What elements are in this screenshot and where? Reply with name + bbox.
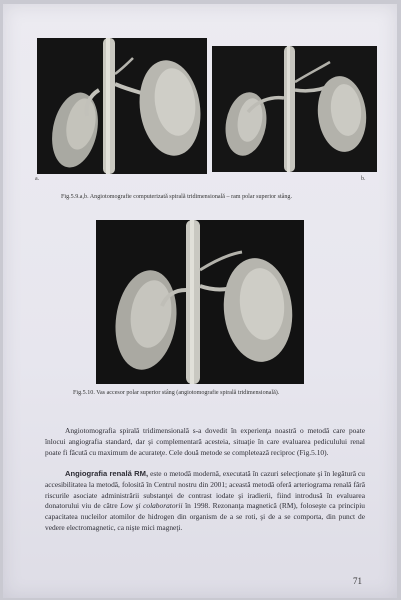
- kidney-angiogram-c: [96, 220, 304, 384]
- mr-angiography-text-a: este o metodă modernă, executată în cazuri selecţionate şi în legătură cu accesibilitatea la metodă, folosită în Centrul nostru din 2001; această metodă oferă arteriograma renală fără riscurile asociate administrării substanţei de contrast iodate şi iradierii, fiind introdusă în evaluarea donatorului viu de către: [45, 468, 365, 511]
- kidney-angiogram-a: [37, 38, 207, 174]
- paragraph-mr-angiography: [45, 469, 365, 534]
- page-number: 71: [353, 576, 362, 586]
- mr-angiography-text-b: în 1998. Rezonanţa magnetică (RM), foloseşte ca principiu capacitatea nucleilor atomilor de hidrogen din organism de a se roti, şi de a se comporta, din punct de vedere electromagnetic, ca nişte mici magneţi.: [45, 501, 365, 533]
- figure-5-10-caption: Fig.5.10. Vas accesor polar superior stâng (angiotomografie spirală tridimensională).: [73, 390, 280, 396]
- body-text: [45, 426, 365, 534]
- figure-5-9b-label: b.: [361, 176, 366, 182]
- figure-5-9a-image: [37, 38, 207, 174]
- kidney-angiogram-b: [212, 46, 377, 172]
- figure-5-10-image: [96, 220, 304, 384]
- mr-angiography-heading: Angiografia renală RM,: [65, 468, 149, 478]
- mr-angiography-citation: Low şi colaboratorii: [120, 501, 183, 511]
- book-page: [3, 4, 397, 598]
- figure-5-9-caption: Fig.5.9.a,b. Angiotomografie computerizată spirală tridimensională – ram polar superior stâng.: [61, 194, 292, 200]
- figure-5-9a-label: a.: [35, 176, 40, 182]
- figure-5-9b-image: [212, 46, 377, 172]
- paragraph-angiotomography: Angiotomografia spirală tridimensională s-a dovedit în experienţa noastră o metodă care poate înlocui angiografia standard, dar şi complementară acesteia, situaţie în care evaluarea pediculului renal poate fi făcută cu maximum de acurateţe. Cele două metode se completează reciproc (Fig.5.10).: [45, 426, 365, 457]
